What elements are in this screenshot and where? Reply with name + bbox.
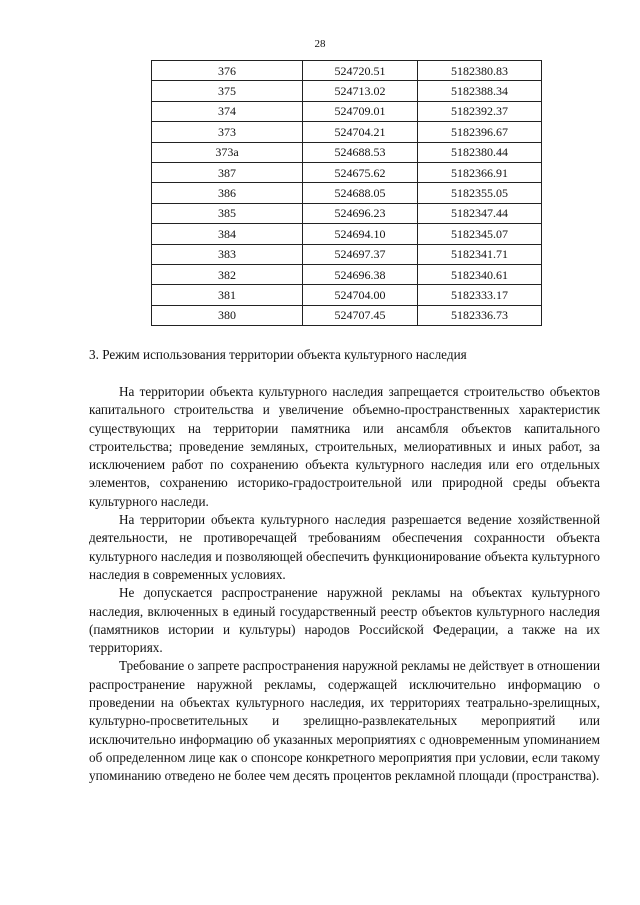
y-coordinate-cell: 5182341.71 bbox=[418, 244, 542, 264]
table-row bbox=[152, 305, 542, 325]
table-row bbox=[152, 162, 542, 182]
paragraph: На территории объекта культурного наследия разрешается ведение хозяйственной деятельности, не противоречащей требованиям обеспечения сохранности объекта культурного наследия и позволяющей обеспечить функционирование объекта культурного наследия в современных условиях. bbox=[89, 512, 600, 582]
paragraph: Не допускается распространение наружной рекламы на объектах культурного наследия, включенных в единый государственный реестр объектов культурного наследия (памятников истории и культуры) народов Российской Федерации, а также на их территориях. bbox=[89, 585, 600, 656]
point-number-cell: 380 bbox=[152, 305, 303, 325]
y-coordinate-cell: 5182333.17 bbox=[418, 285, 542, 305]
table-row bbox=[152, 142, 542, 162]
point-number-cell: 385 bbox=[152, 203, 303, 223]
point-number-cell: 373 bbox=[152, 122, 303, 142]
y-coordinate-cell: 5182388.34 bbox=[418, 81, 542, 101]
x-coordinate-cell: 524688.05 bbox=[303, 183, 418, 203]
y-coordinate-cell: 5182340.61 bbox=[418, 264, 542, 284]
y-coordinate-cell: 5182366.91 bbox=[418, 162, 542, 182]
x-coordinate-cell: 524675.62 bbox=[303, 162, 418, 182]
point-number-cell: 387 bbox=[152, 162, 303, 182]
y-coordinate-cell: 5182380.44 bbox=[418, 142, 542, 162]
x-coordinate-cell: 524697.37 bbox=[303, 244, 418, 264]
paragraph: На территории объекта культурного наследия запрещается строительство объектов капитального строительства и увеличение объемно-пространственных характеристик существующих на территории памятника или ансамбля объектов капитального строительства; проведение земляных, строительных, мелиоративных и иных работ, за исключением работ по сохранению объекта культурного наследия или его отдельных элементов, сохранению историко-градостроительной или природной среды объекта культурного наследи. bbox=[89, 384, 600, 509]
x-coordinate-cell: 524704.21 bbox=[303, 122, 418, 142]
table-row bbox=[152, 224, 542, 244]
table-row bbox=[152, 203, 542, 223]
y-coordinate-cell: 5182380.83 bbox=[418, 61, 542, 81]
y-coordinate-cell: 5182336.73 bbox=[418, 305, 542, 325]
coordinates-table bbox=[151, 60, 542, 326]
x-coordinate-cell: 524713.02 bbox=[303, 81, 418, 101]
y-coordinate-cell: 5182392.37 bbox=[418, 101, 542, 121]
x-coordinate-cell: 524709.01 bbox=[303, 101, 418, 121]
point-number-cell: 375 bbox=[152, 81, 303, 101]
table-row bbox=[152, 81, 542, 101]
point-number-cell: 383 bbox=[152, 244, 303, 264]
x-coordinate-cell: 524688.53 bbox=[303, 142, 418, 162]
point-number-cell: 373a bbox=[152, 142, 303, 162]
section-heading: 3. Режим использования территории объекта культурного наследия bbox=[89, 347, 467, 362]
point-number-cell: 384 bbox=[152, 224, 303, 244]
point-number-cell: 386 bbox=[152, 183, 303, 203]
point-number-cell: 382 bbox=[152, 264, 303, 284]
x-coordinate-cell: 524704.00 bbox=[303, 285, 418, 305]
table-row bbox=[152, 183, 542, 203]
table-row bbox=[152, 122, 542, 142]
table-row bbox=[152, 264, 542, 284]
x-coordinate-cell: 524696.38 bbox=[303, 264, 418, 284]
table-row bbox=[152, 101, 542, 121]
x-coordinate-cell: 524707.45 bbox=[303, 305, 418, 325]
y-coordinate-cell: 5182396.67 bbox=[418, 122, 542, 142]
y-coordinate-cell: 5182347.44 bbox=[418, 203, 542, 223]
section-body bbox=[89, 383, 600, 786]
point-number-cell: 381 bbox=[152, 285, 303, 305]
table-row bbox=[152, 285, 542, 305]
page-number: 28 bbox=[314, 38, 326, 50]
point-number-cell: 376 bbox=[152, 61, 303, 81]
table-row bbox=[152, 61, 542, 81]
table-row bbox=[152, 244, 542, 264]
y-coordinate-cell: 5182345.07 bbox=[418, 224, 542, 244]
x-coordinate-cell: 524720.51 bbox=[303, 61, 418, 81]
y-coordinate-cell: 5182355.05 bbox=[418, 183, 542, 203]
paragraph: Требование о запрете распространения наружной рекламы не действует в отношении распространение наружной рекламы, содержащей исключительно информацию о проведении на объектах культурного наследия, их территориях театрально-зрелищных, культурно-просветительных и зрелищно-развлекательных мероприятий или исключительно информацию об указанных мероприятиях с одновременным упоминанием об определенном лице как о спонсоре конкретного мероприятия при условии, если такому упоминанию отведено не более чем десять процентов рекламной площади (пространства). bbox=[89, 658, 600, 784]
x-coordinate-cell: 524696.23 bbox=[303, 203, 418, 223]
point-number-cell: 374 bbox=[152, 101, 303, 121]
x-coordinate-cell: 524694.10 bbox=[303, 224, 418, 244]
